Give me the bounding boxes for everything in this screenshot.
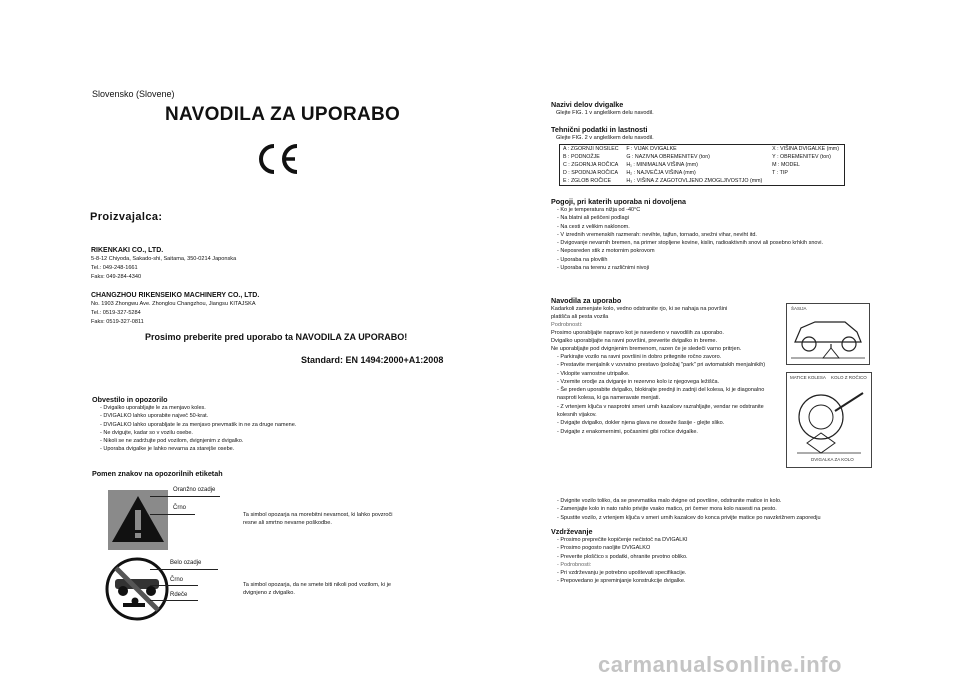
list-item: - DVIGALKO lahko uporabite največ 50-krat. — [100, 412, 392, 420]
warning-triangle-icon — [108, 490, 168, 550]
list-item: - Podrobnosti: — [557, 561, 811, 569]
parts-subtitle: Glejte FIG. 1 v angleškem delu navodil. — [556, 110, 654, 116]
list-item: - Zamenjajte kolo in nato rahlo privijte vsako matico, pri čemer mora kolo nasesti na pesto. — [557, 505, 881, 513]
leader-line — [150, 569, 218, 570]
tech-title: Tehnični podatki in lastnosti — [551, 125, 648, 134]
list-item: - Na blatni ali peščeni podlagi — [557, 214, 871, 222]
list-item: - Parkirajte vozilo na ravni površini in dobro pritegnite ročno zavoro. — [557, 353, 779, 361]
language-label: Slovensko (Slovene) — [92, 89, 175, 99]
company-block-2 — [91, 291, 259, 327]
figure-caption: MATICE KOLESA — [790, 375, 826, 380]
table-row — [560, 177, 845, 186]
table-cell: C : ZGORNJA ROČICA — [563, 162, 619, 168]
leader-line — [150, 600, 198, 601]
list-item: - Vzemite orodje za dviganje in rezervno kolo iz njegovega ležišča. — [557, 378, 779, 386]
figure-caption: KOLO Z ROČICO — [831, 375, 867, 380]
list-item: - Preverite ploščico s podatki, ohranite prvotno obliko. — [557, 553, 811, 561]
watermark: carmanualsonline.info — [598, 652, 842, 677]
company-name: RIKENKAKI CO., LTD. — [91, 247, 164, 254]
list-item: - Uporaba na terenu z različnimi nivoji — [557, 264, 871, 272]
usage-section — [551, 296, 779, 436]
label2-accent-text: Rdeče — [170, 592, 188, 598]
list-item: - Dvignite vozilo toliko, da se pnevmatika malo dvigne od površine, odstranite matice in kolo. — [557, 497, 881, 505]
list-item: - Spustite vozilo, z vrtenjem ključa v smeri urnih kazalcev do konca privijte matice po navzkrižnem zaporedju — [557, 514, 881, 522]
page-title: NAVODILA ZA UPORABO — [165, 104, 401, 125]
table-cell: E : ZGLOB ROČICE — [563, 178, 611, 184]
table-cell: H₃ : VIŠINA Z ZAGOTOVLJENO ZMOGLJIVOSTJO (mm) — [626, 178, 763, 184]
label1-description: Ta simbol opozarja na morebitni nevarnost, ki lahko povzroči resne ali smrtno nevarne poškodbe. — [243, 512, 393, 526]
company-address: 5-8-12 Chiyoda, Sakado-shi, Saitama, 350-0214 Japonska — [91, 256, 237, 262]
list-item: - Dvigovanje nevarnih bremen, na primer stopljene kovine, kislin, radioaktivnih snovi ali posebno krhkih snovi. — [557, 239, 871, 247]
conditions-title: Pogoji, pri katerih uporaba ni dovoljena — [551, 197, 686, 206]
table-cell — [769, 177, 844, 186]
list-item: - V izrednih vremenskih razmerah: nevihte, tajfun, tornado, snežni vihar, neviht itd. — [557, 231, 871, 239]
table-cell: A : ZGORNJI NOSILEC — [563, 146, 619, 152]
list-item: - Ne dvigujte, kadar so v vozilu osebe. — [100, 429, 392, 437]
list-item: - Dvigajte dvigalko, dokler njena glava ne doseže šasije - glejte sliko. — [557, 419, 779, 427]
list-item: - DVIGALKO lahko uporabljate le za menjavo pnevmatik in ne za druge namene. — [100, 421, 392, 429]
figure-caption: ŠASIJA — [791, 306, 807, 311]
usage-section-continued — [551, 497, 881, 522]
list-item: - Dvigajte z enakomernimi, počasnimi gibi ročice dvigalke. — [557, 428, 779, 436]
list-item: - Z vrtenjem ključa v nasprotni smeri urnih kazalcev razrahljajte, vendar ne odstranite kolesnih vijakov. — [557, 403, 779, 420]
usage-intro-line: platišča ali pesta vozila — [551, 314, 609, 320]
company-tel: Tel.: 049-248-1661 — [91, 265, 138, 271]
list-item: - Ko je temperatura nižja od -40°C — [557, 206, 871, 214]
company-block-1 — [91, 246, 236, 282]
table-cell: M : MODEL — [772, 162, 800, 168]
usage-intro-line: Ne uporabljajte pod dvignjenim bremenom, razen če je sledeči varno pritrjen. — [551, 346, 742, 352]
company-tel: Tel.: 0519-327-5284 — [91, 310, 141, 316]
maintenance-section — [551, 527, 811, 586]
parts-title: Nazivi delov dvigalke — [551, 100, 624, 109]
list-item: - Neposreden stik z motornim pokrovom — [557, 247, 871, 255]
maintenance-title: Vzdrževanje — [551, 527, 593, 536]
table-row — [560, 153, 845, 161]
usage-intro-line: Dvigalko uporabljajte na ravni površini, preverite dvigalko in breme. — [551, 338, 718, 344]
table-cell: D : SPODNJA ROČICA — [563, 170, 619, 176]
tech-subtitle: Glejte FIG. 2 v angleškem delu navodil. — [556, 135, 654, 141]
table-cell: B : PODNOŽJE — [563, 154, 600, 160]
label1-fg-text: Črno — [173, 505, 187, 511]
leader-line — [150, 496, 220, 497]
list-item: - Prosimo preprečite kopičenje nečistoč na DVIGALKI — [557, 536, 811, 544]
table-cell: G : NAZIVNA OBREMENITEV (ton) — [626, 154, 710, 160]
table-row — [560, 145, 845, 154]
notice-section — [92, 395, 392, 454]
read-first-notice: Prosimo preberite pred uporabo ta NAVODILA ZA UPORABO! — [145, 332, 408, 342]
wheel-wrench-illustration — [787, 373, 871, 467]
list-item: - Prestavite menjalnik v vzvratno prestavo (položaj "park" pri avtomatskih menjalnikih) — [557, 361, 779, 369]
usage-title: Navodila za uporabo — [551, 296, 622, 305]
spec-table — [559, 144, 845, 186]
leader-line — [150, 585, 198, 586]
producer-heading: Proizvajalca: — [90, 211, 163, 223]
list-item: - Uporaba dvigalke je lahko nevarna za starejše osebe. — [100, 445, 392, 453]
label1-bg-text: Oranžno ozadje — [173, 487, 216, 493]
table-cell: F : VIJAK DVIGALKE — [626, 146, 677, 152]
company-fax: Faks: 0519-327-0811 — [91, 319, 144, 325]
notice-heading: Obvestilo in opozorilo — [92, 395, 168, 404]
no-under-vehicle-icon — [105, 557, 169, 621]
table-row — [560, 161, 845, 169]
list-item: - Še preden uporabite dvigalko, blokirajte prednji in zadnji del kolesa, ki je diagonalno nasproti kolesa, ki ga nameravate menjati. — [557, 386, 779, 403]
company-fax: Faks: 049-284-4340 — [91, 274, 142, 280]
table-cell: T : TIP — [772, 170, 788, 176]
figure-wheel-wrench — [786, 372, 872, 468]
list-item: - Vklopite varnostne utripalke. — [557, 370, 779, 378]
label2-fg-text: Črno — [170, 577, 184, 583]
list-item: - Na cesti z velikim naklonom. — [557, 223, 871, 231]
conditions-section — [551, 197, 871, 272]
list-item: - Pri vzdrževanju je potrebno upoštevati specifikacije. — [557, 569, 811, 577]
table-row — [560, 169, 845, 177]
list-item: - Nikoli se ne zadržujte pod vozilom, dvignjenim z dvigalko. — [100, 437, 392, 445]
figure-car-jack — [786, 303, 870, 365]
list-item: - Prosimo pogosto naoljite DVIGALKO — [557, 544, 811, 552]
list-item: - Prepovedano je spreminjanje konstrukcije dvigalke. — [557, 577, 811, 585]
label2-bg-text: Belo ozadje — [170, 560, 202, 566]
company-name: CHANGZHOU RIKENSEIKO MACHINERY CO., LTD. — [91, 292, 260, 299]
list-item: - Dvigalko uporabljajte le za menjavo koles. — [100, 404, 392, 412]
standard-label: Standard: EN 1494:2000+A1:2008 — [301, 355, 444, 365]
labels-heading: Pomen znakov na opozorilnih etiketah — [92, 469, 223, 478]
car-jack-illustration — [787, 304, 869, 364]
company-address: No. 1903 Zhongwu Ave. Zhonglou Changzhou, Jiangsu KITAJSKA — [91, 301, 256, 307]
table-cell: H₂ : NAJVEČJA VIŠINA (mm) — [626, 170, 696, 176]
table-cell: X : VIŠINA DVIGALKE (mm) — [772, 146, 839, 152]
usage-intro-line: Prosimo uporabljajte napravo kot je navedeno v navodilih za uporabo. — [551, 330, 724, 336]
list-item: - Uporaba na plovilih — [557, 256, 871, 264]
table-cell: Y : OBREMENITEV (ton) — [772, 154, 831, 160]
usage-intro-line: Kadarkoli zamenjate kolo, vedno odstranite rjo, ki se nahaja na površini — [551, 306, 728, 312]
leader-line — [150, 514, 195, 515]
ce-mark-icon — [255, 142, 301, 176]
label2-description: Ta simbol opozarja, da ne smete biti nikoli pod vozilom, ki je dvignjeno z dvigalko. — [243, 582, 391, 596]
table-cell: H₁ : MINIMALNA VIŠINA (mm) — [626, 162, 698, 168]
figure-caption: DVIGALKA ZA KOLO — [811, 457, 854, 462]
usage-intro-line: Podrobnosti: — [551, 322, 583, 328]
